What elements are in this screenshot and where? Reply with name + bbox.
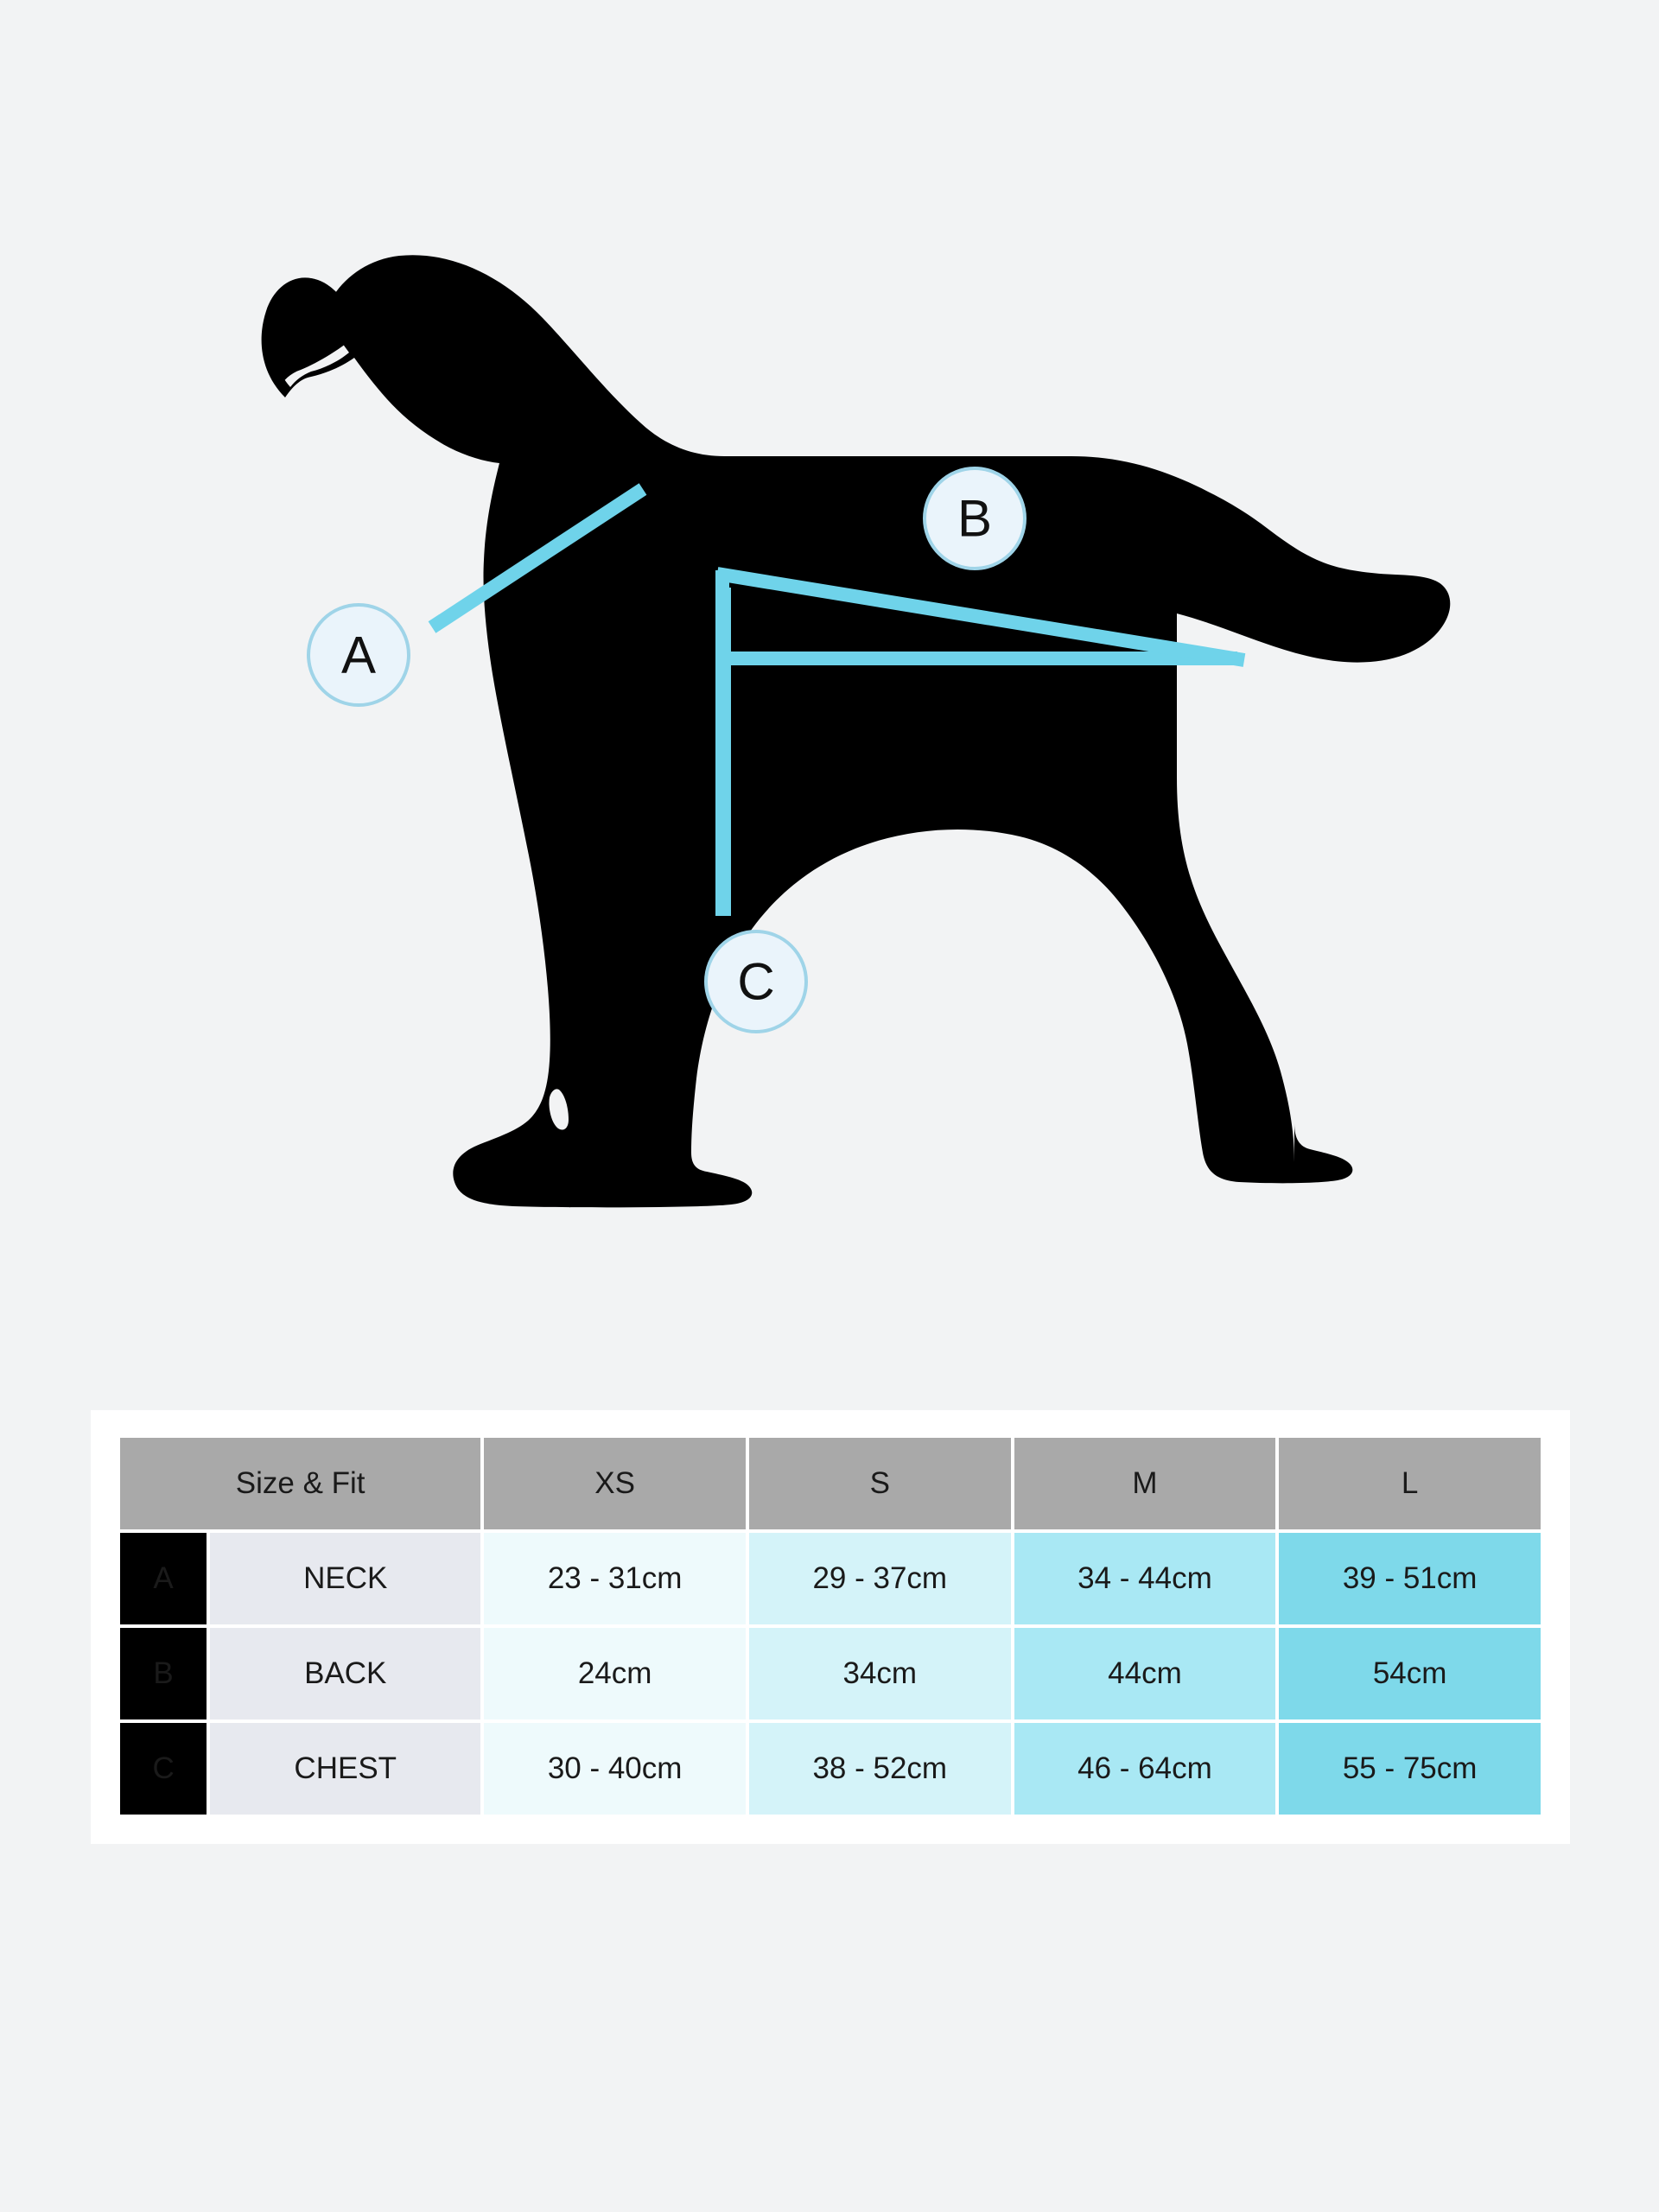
chest-s-value: 38 - 52cm <box>749 1723 1011 1815</box>
size-fit-table-card <box>91 1410 1570 1844</box>
neck-s-value: 29 - 37cm <box>749 1533 1011 1624</box>
row-letter-b: B <box>120 1628 207 1719</box>
chest-m-value: 46 - 64cm <box>1014 1723 1276 1815</box>
marker-b <box>925 468 1025 569</box>
marker-a-label: A <box>340 626 377 684</box>
table-title-cell: Size & Fit <box>120 1438 480 1529</box>
chest-l-value: 55 - 75cm <box>1279 1723 1541 1815</box>
marker-b-label: B <box>957 489 993 548</box>
column-header-xs: XS <box>484 1438 746 1529</box>
marker-c-label: C <box>737 952 775 1011</box>
row-letter-a: A <box>120 1533 207 1624</box>
back-l-value: 54cm <box>1279 1628 1541 1719</box>
table-row <box>120 1628 1541 1719</box>
column-header-l: L <box>1279 1438 1541 1529</box>
column-header-m: M <box>1014 1438 1276 1529</box>
back-s-value: 34cm <box>749 1628 1011 1719</box>
row-letter-c: C <box>120 1723 207 1815</box>
size-fit-table <box>117 1434 1544 1818</box>
neck-m-value: 34 - 44cm <box>1014 1533 1276 1624</box>
neck-xs-value: 23 - 31cm <box>484 1533 746 1624</box>
column-header-s: S <box>749 1438 1011 1529</box>
back-xs-value: 24cm <box>484 1628 746 1719</box>
row-label-neck: NECK <box>210 1533 480 1624</box>
row-label-chest: CHEST <box>210 1723 480 1815</box>
chest-xs-value: 30 - 40cm <box>484 1723 746 1815</box>
marker-a <box>308 605 409 705</box>
neck-l-value: 39 - 51cm <box>1279 1533 1541 1624</box>
row-label-back: BACK <box>210 1628 480 1719</box>
dog-silhouette-icon <box>262 255 1451 1207</box>
back-m-value: 44cm <box>1014 1628 1276 1719</box>
table-row <box>120 1723 1541 1815</box>
table-row <box>120 1533 1541 1624</box>
table-header-row <box>120 1438 1541 1529</box>
marker-c <box>706 931 806 1032</box>
